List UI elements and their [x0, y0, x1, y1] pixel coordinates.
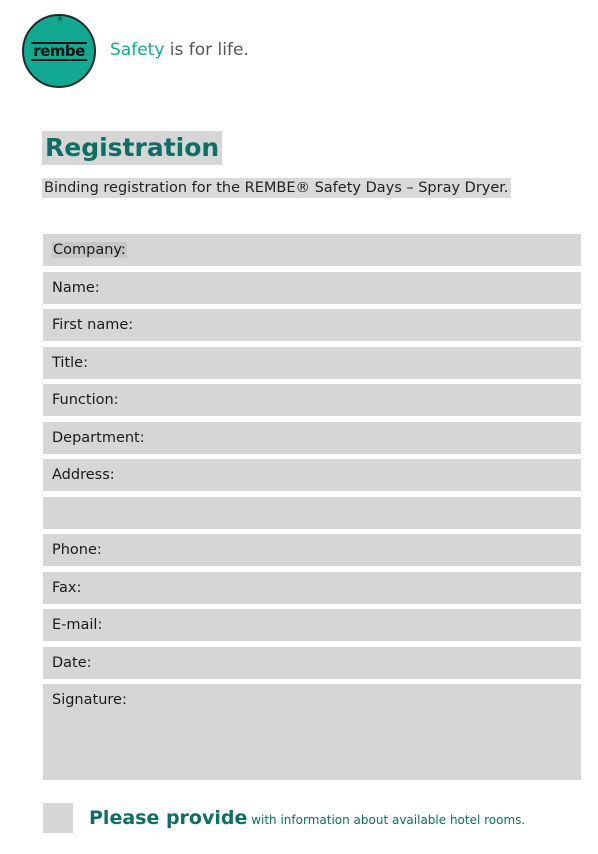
company-field[interactable] [43, 234, 581, 266]
function-field[interactable] [43, 384, 581, 416]
department-label: Department: [52, 429, 145, 446]
address-label: Address: [52, 467, 115, 483]
phone-label: Phone: [52, 542, 102, 558]
page-subtitle: Binding registration for the REMBE® Safety Days – Spray Dryer. [44, 180, 509, 196]
date-field[interactable] [43, 647, 581, 679]
company-label: Company: [53, 242, 126, 258]
fax-field[interactable] [43, 572, 581, 604]
name-label: Name: [52, 279, 100, 296]
address-field[interactable] [43, 459, 581, 491]
logo-registered-mark: ® [57, 16, 63, 23]
rembe-logo [22, 14, 96, 88]
hotel-info-bold: Please provide [89, 807, 248, 829]
title-label: Title: [52, 354, 88, 371]
title-field[interactable] [43, 347, 581, 379]
hotel-info-label [89, 807, 525, 829]
hotel-info-rest: with information about available hotel rooms. [247, 813, 526, 827]
email-label: E-mail: [52, 617, 103, 633]
first-name-field[interactable] [43, 309, 581, 341]
hotel-info-checkbox[interactable] [43, 803, 73, 833]
email-field[interactable] [43, 609, 581, 641]
fax-label: Fax: [52, 579, 82, 596]
department-field[interactable] [43, 422, 581, 454]
signature-label: Signature: [52, 692, 127, 708]
address-line-2-field[interactable] [43, 497, 581, 529]
page-title: Registration [42, 131, 222, 165]
tagline [110, 40, 249, 60]
registration-form [43, 234, 581, 786]
phone-field[interactable] [43, 534, 581, 566]
tagline-accent: Safety [110, 40, 165, 60]
tagline-rest: is for life. [164, 40, 249, 60]
function-label: Function: [52, 392, 119, 408]
date-label: Date: [52, 654, 92, 671]
signature-field[interactable] [43, 684, 581, 780]
first-name-label: First name: [52, 317, 134, 333]
logo-wordmark: rembe [33, 41, 85, 60]
name-field[interactable] [43, 272, 581, 304]
